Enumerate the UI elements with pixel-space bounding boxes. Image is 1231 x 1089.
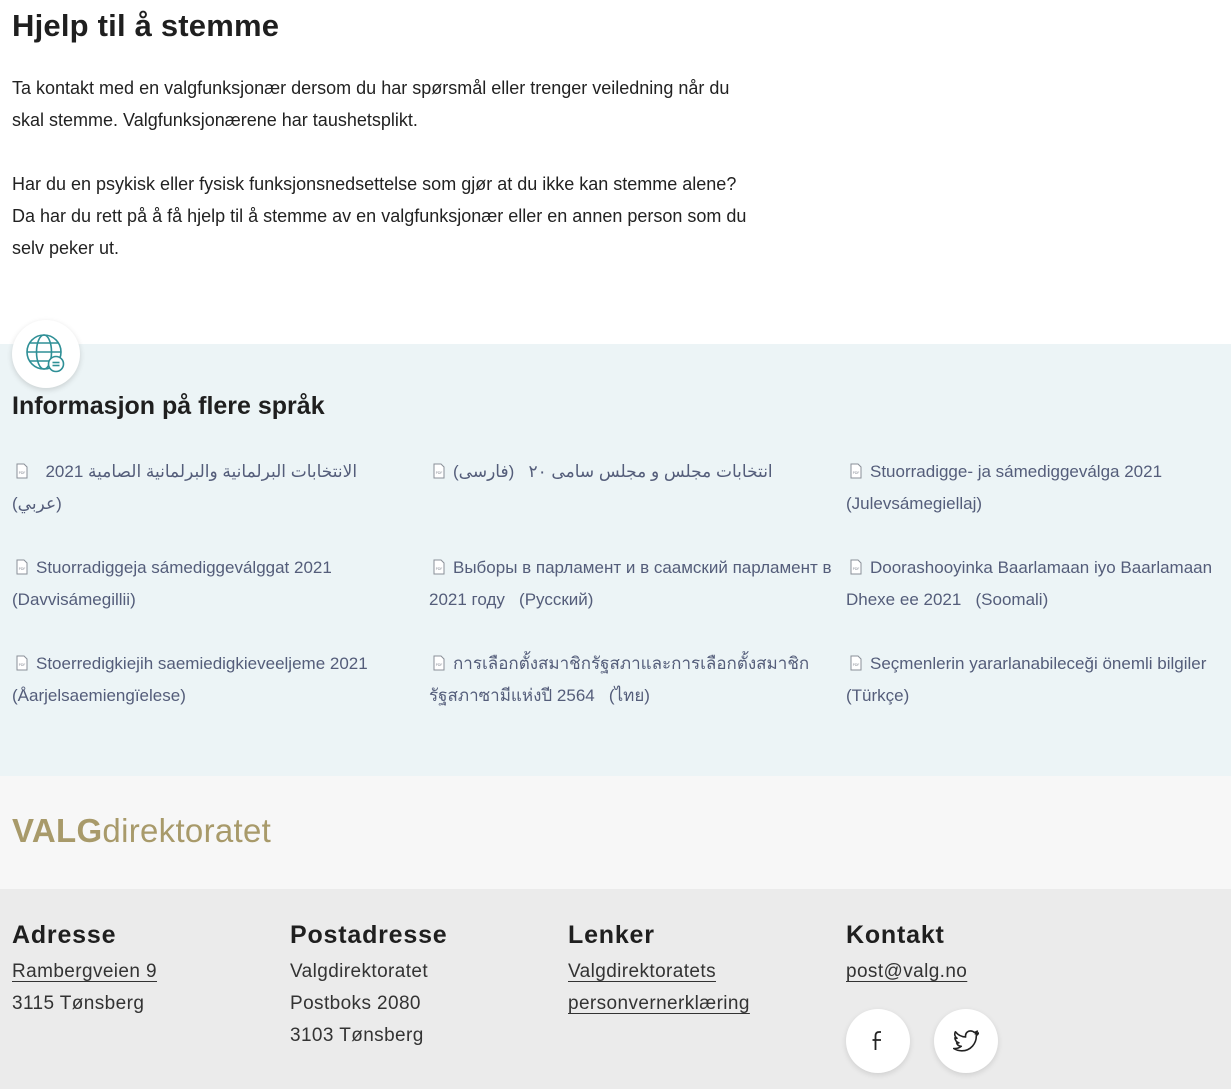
svg-text:PDF: PDF xyxy=(435,471,443,475)
document-title[interactable]: Seçmenlerin yararlanabileceği önemli bilgiler xyxy=(870,654,1207,673)
globe-chat-icon xyxy=(12,320,80,388)
brand-bar xyxy=(0,776,1231,889)
help-title: Hjelp til å stemme xyxy=(12,8,280,43)
document-link-thai[interactable] xyxy=(429,648,839,712)
document-link-somali[interactable] xyxy=(846,552,1226,616)
privacy-link[interactable]: personvernerklæring xyxy=(568,993,750,1014)
document-language: (ไทย) xyxy=(608,686,650,705)
pdf-icon xyxy=(850,559,862,575)
pdf-icon xyxy=(850,655,862,671)
help-section xyxy=(0,0,1231,344)
document-language: (Soomali) xyxy=(975,590,1049,609)
footer-heading: Postadresse xyxy=(290,921,448,949)
document-language: (Åarjelsaemiengïelese) xyxy=(12,686,186,705)
pdf-icon xyxy=(433,655,445,671)
address-city: 3115 Tønsberg xyxy=(12,993,145,1014)
document-title[interactable]: الانتخابات البرلمانية والبرلمانية الصامية 2021 xyxy=(45,462,358,481)
document-title[interactable]: Stuorradiggeja sámediggeválggat 2021 xyxy=(36,558,332,577)
footer-postal xyxy=(290,921,550,1052)
document-language: (Julevsámegiellaj) xyxy=(846,494,983,513)
document-link-turkish[interactable] xyxy=(846,648,1226,712)
document-language: (Davvisámegillii) xyxy=(12,590,136,609)
pdf-icon xyxy=(16,559,28,575)
twitter-icon xyxy=(953,1030,979,1052)
footer-contact xyxy=(846,921,1106,988)
svg-text:PDF: PDF xyxy=(852,663,860,667)
logo-light: direktoratet xyxy=(102,812,272,849)
document-link-nordsame[interactable] xyxy=(12,552,407,616)
email-link[interactable]: post@valg.no xyxy=(846,961,968,982)
document-title[interactable]: การเลือกตั้งสมาชิกรัฐสภาและการเลือกตั้งสมาชิก รัฐสภาซามีแห่งปี 2564 xyxy=(429,654,810,705)
logo-bold: VALG xyxy=(12,812,103,849)
facebook-icon xyxy=(868,1029,888,1053)
document-link-farsi[interactable] xyxy=(429,456,824,488)
document-language: (فارسی) xyxy=(453,462,515,481)
address-street-link[interactable]: Rambergveien 9 xyxy=(12,961,158,982)
languages-title: Informasjon på flere språk xyxy=(12,392,325,420)
pdf-icon xyxy=(433,463,445,479)
pdf-icon xyxy=(433,559,445,575)
document-title[interactable]: Doorashooyinka Baarlamaan iyo Baarlamaan Dhexe ee 2021 xyxy=(846,558,1213,609)
twitter-button[interactable] xyxy=(934,1009,998,1073)
footer xyxy=(0,889,1231,1089)
footer-heading: Kontakt xyxy=(846,921,945,949)
languages-section xyxy=(0,344,1231,776)
footer-heading: Lenker xyxy=(568,921,655,949)
svg-text:PDF: PDF xyxy=(435,663,443,667)
pdf-icon xyxy=(16,655,28,671)
document-language: (Русский) xyxy=(519,590,594,609)
svg-text:PDF: PDF xyxy=(18,567,26,571)
document-link-russian[interactable] xyxy=(429,552,839,616)
help-paragraph-1: Ta kontakt med en valgfunksjonær dersom du har spørsmål eller trenger veiledning når du skal stemme. Valgfunksjonærene har taushetsplikt. xyxy=(12,78,730,130)
footer-heading: Adresse xyxy=(12,921,117,949)
document-title[interactable]: Stoerredigkiejih saemiedigkieveeljeme 2021 xyxy=(36,654,368,673)
svg-text:PDF: PDF xyxy=(18,663,26,667)
svg-text:PDF: PDF xyxy=(852,567,860,571)
document-title[interactable]: Stuorradigge- ja sámediggeválga 2021 xyxy=(870,462,1163,481)
privacy-link[interactable]: Valgdirektoratets xyxy=(568,961,716,982)
document-link-sorsame[interactable] xyxy=(12,648,407,712)
document-link-arabic[interactable] xyxy=(12,456,407,520)
pdf-icon xyxy=(16,463,28,479)
document-language: (Türkçe) xyxy=(846,686,910,705)
svg-text:PDF: PDF xyxy=(435,567,443,571)
valgdirektoratet-logo[interactable] xyxy=(12,814,271,847)
footer-links xyxy=(568,921,828,1020)
footer-address xyxy=(12,921,272,1020)
pdf-icon xyxy=(850,463,862,479)
document-title[interactable]: Выборы в парламент и в саамский парламент в 2021 году xyxy=(429,558,832,609)
facebook-button[interactable] xyxy=(846,1009,910,1073)
svg-text:PDF: PDF xyxy=(18,471,26,475)
svg-text:PDF: PDF xyxy=(852,471,860,475)
postal-line: Valgdirektoratet xyxy=(290,961,429,982)
document-title[interactable]: انتخابات مجلس و مجلس سامی ۲۰ xyxy=(528,462,773,481)
postal-line: Postboks 2080 xyxy=(290,993,421,1014)
document-link-julevsame[interactable] xyxy=(846,456,1226,520)
document-language: (عربي) xyxy=(12,494,62,513)
postal-line: 3103 Tønsberg xyxy=(290,1025,424,1046)
help-paragraph-2: Har du en psykisk eller fysisk funksjonsnedsettelse som gjør at du ikke kan stemme alene? Da har du rett på å få hjelp til å stemme av en valgfunksjonær eller en annen person som du selv peker ut. xyxy=(12,174,747,258)
